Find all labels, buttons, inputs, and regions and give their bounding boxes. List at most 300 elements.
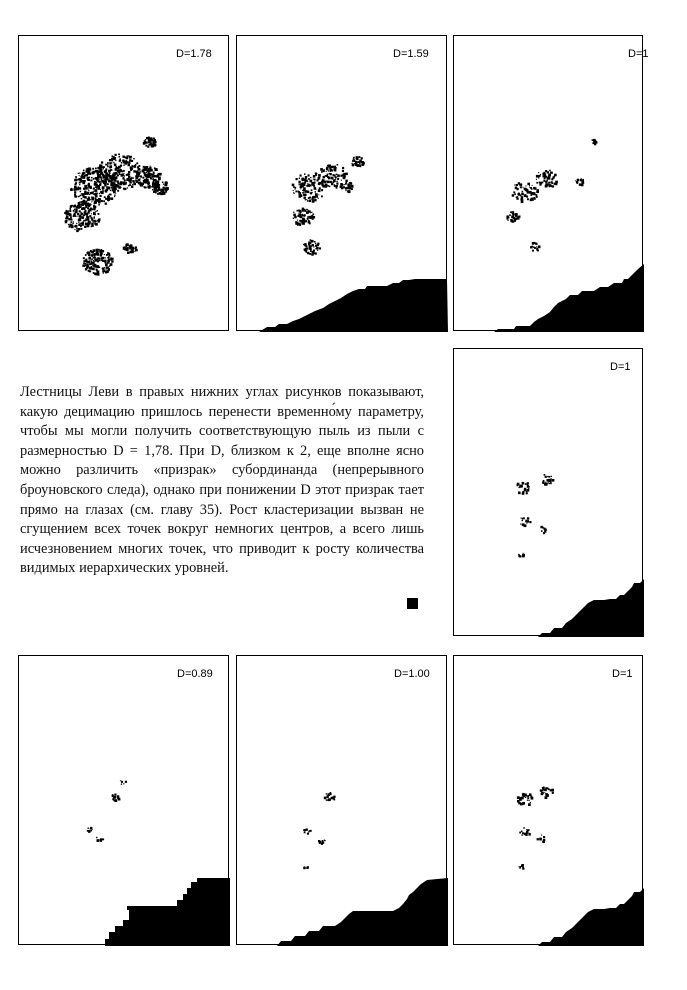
dust-point <box>541 530 543 532</box>
dust-point <box>313 196 316 199</box>
dust-point <box>87 251 88 252</box>
dust-point <box>76 177 77 178</box>
dust-point <box>123 160 126 163</box>
dust-point <box>120 780 121 781</box>
dust-point <box>341 187 343 189</box>
dust-point <box>512 194 515 197</box>
dust-point <box>153 173 154 174</box>
dust-point <box>143 166 145 168</box>
dust-point <box>128 178 130 180</box>
dust-point <box>129 184 131 186</box>
dust-point <box>542 841 543 842</box>
dust-point <box>321 172 322 173</box>
dust-point <box>145 180 146 181</box>
dust-point <box>120 160 121 161</box>
dust-point <box>119 156 121 158</box>
dust-point <box>326 168 328 170</box>
dust-point <box>77 206 78 207</box>
dust-point <box>514 184 515 185</box>
dust-point <box>104 254 105 255</box>
dust-point <box>75 208 77 210</box>
dust-point <box>353 158 355 160</box>
dust-point <box>156 185 158 187</box>
dust-point <box>151 143 153 145</box>
dust-point <box>293 186 295 188</box>
dust-point <box>114 164 117 167</box>
dust-point <box>308 197 310 199</box>
dust-point <box>78 179 80 181</box>
dust-point <box>552 182 554 184</box>
dust-point <box>303 218 305 220</box>
dust-point <box>159 173 161 175</box>
dust-point <box>313 175 316 178</box>
dust-point <box>105 271 108 274</box>
dust-point <box>295 191 297 193</box>
dust-point <box>518 555 520 557</box>
dust-point <box>94 261 95 262</box>
dust-point <box>293 218 294 219</box>
dust-point <box>107 162 109 164</box>
dust-point <box>95 177 98 180</box>
dust-point <box>542 182 544 184</box>
dust-point <box>575 180 576 181</box>
dust-point <box>105 170 107 172</box>
dust-point <box>318 189 321 192</box>
dust-point <box>526 492 528 494</box>
dust-point <box>342 174 345 177</box>
dust-point <box>96 184 97 185</box>
dust-point <box>69 214 72 217</box>
dust-point <box>333 166 336 169</box>
dust-point <box>510 219 512 221</box>
dust-point <box>131 160 133 162</box>
dust-point <box>305 209 306 210</box>
dust-point <box>516 198 518 200</box>
dust-point <box>88 197 90 199</box>
dust-point <box>108 262 110 264</box>
dust-point <box>517 796 520 799</box>
dust-point <box>113 175 115 177</box>
dust-point <box>310 250 312 252</box>
dust-point <box>332 184 333 185</box>
dust-point <box>73 210 75 212</box>
dust-point <box>108 257 110 259</box>
dust-point <box>313 213 315 215</box>
dust-point <box>109 159 111 161</box>
dust-point <box>79 175 80 176</box>
dust-point <box>115 190 116 191</box>
dust-point <box>102 166 104 168</box>
dust-point <box>111 169 113 171</box>
dust-point <box>577 183 578 184</box>
dust-point <box>86 216 88 218</box>
dust-point <box>109 265 111 267</box>
dust-point <box>165 188 168 191</box>
dust-point <box>294 188 295 189</box>
dust-point <box>123 783 124 784</box>
dust-point <box>95 195 97 197</box>
dust-point <box>520 524 521 525</box>
dust-point <box>87 179 89 181</box>
dust-point <box>541 835 542 836</box>
dust-point <box>81 217 82 218</box>
dust-point <box>308 241 311 244</box>
dust-point <box>543 532 545 534</box>
dust-point <box>118 168 119 169</box>
dust-point <box>105 263 108 266</box>
dust-point <box>331 797 334 800</box>
dust-point <box>79 184 80 185</box>
dust-point <box>93 253 94 254</box>
figure-panel-d-1-00 <box>236 655 447 945</box>
dust-point <box>512 213 514 215</box>
dust-point <box>300 212 301 213</box>
dust-point <box>582 183 583 184</box>
dust-point <box>298 213 301 216</box>
dust-point <box>306 251 308 253</box>
dust-point <box>103 200 105 202</box>
dust-point <box>309 248 311 250</box>
dust-point <box>299 220 301 222</box>
dust-point <box>528 800 529 801</box>
dust-point <box>128 164 129 165</box>
dust-point <box>296 178 298 180</box>
dust-point <box>527 517 529 519</box>
dust-point <box>108 170 111 173</box>
dust-point <box>335 179 336 180</box>
dust-point <box>359 163 360 164</box>
end-of-caption-mark <box>407 598 418 609</box>
dust-point <box>322 840 324 842</box>
dust-point <box>153 186 154 187</box>
dust-point <box>78 219 81 222</box>
dust-point <box>90 180 92 182</box>
dust-point <box>117 170 119 172</box>
dust-point <box>527 489 530 492</box>
dust-point <box>99 193 100 194</box>
dust-point <box>314 179 316 181</box>
dust-point <box>309 253 311 255</box>
dust-point <box>121 162 123 164</box>
dust-point <box>154 187 157 190</box>
dust-point <box>307 252 310 255</box>
dust-point <box>537 250 539 252</box>
dust-point <box>540 526 543 529</box>
dust-point <box>99 267 100 268</box>
dust-point <box>127 247 129 249</box>
dust-point <box>97 200 99 202</box>
dust-point <box>132 247 135 250</box>
dust-point <box>89 261 90 262</box>
dimension-label: D=0.89 <box>177 668 213 680</box>
dust-point <box>99 166 101 168</box>
dust-point <box>103 273 104 274</box>
dust-point <box>527 795 529 797</box>
dust-point <box>319 247 321 249</box>
dust-point <box>514 193 516 195</box>
dust-point <box>523 802 526 805</box>
dust-point <box>133 170 135 172</box>
dust-point <box>94 216 95 217</box>
dust-point <box>526 523 527 524</box>
dust-point <box>122 173 124 175</box>
dust-point <box>326 175 328 177</box>
dust-point <box>96 249 99 252</box>
dust-point <box>334 185 336 187</box>
dust-point <box>305 221 307 223</box>
dust-point <box>66 210 67 211</box>
dust-point <box>521 831 523 833</box>
dust-point <box>81 194 82 195</box>
dust-point <box>89 263 91 265</box>
dust-point <box>536 175 539 178</box>
dust-point <box>318 840 320 842</box>
dust-point <box>92 172 95 175</box>
dust-point <box>72 223 73 224</box>
dust-point <box>139 174 140 175</box>
dust-point <box>78 202 79 203</box>
dust-point <box>327 181 328 182</box>
dust-point <box>105 203 107 205</box>
dust-point <box>107 187 109 189</box>
dust-point <box>311 192 312 193</box>
dust-point <box>522 518 524 520</box>
dust-point <box>99 174 100 175</box>
dust-point <box>333 169 334 170</box>
dust-point <box>103 182 105 184</box>
dust-point <box>536 182 538 184</box>
dust-point <box>510 211 512 213</box>
dust-point <box>95 193 97 195</box>
dust-point <box>154 168 157 171</box>
dust-point <box>98 218 100 220</box>
dust-point <box>532 250 534 252</box>
dust-point <box>107 260 110 263</box>
dust-point <box>143 142 146 145</box>
dust-point <box>136 176 137 177</box>
dust-point <box>135 250 136 251</box>
dust-point <box>117 797 119 799</box>
dust-point <box>74 184 76 186</box>
dust-point <box>519 487 520 488</box>
dust-point <box>80 228 82 230</box>
dust-point <box>86 203 88 205</box>
dust-point <box>96 837 97 838</box>
dust-point <box>520 186 522 188</box>
dust-point <box>523 553 524 554</box>
dust-point <box>137 171 138 172</box>
dust-point <box>518 554 520 556</box>
dust-point <box>75 179 77 181</box>
dust-point <box>326 171 327 172</box>
dust-point <box>85 218 88 221</box>
dimension-label: D=1.00 <box>394 668 430 680</box>
dimension-label: D=1.78 <box>176 48 212 60</box>
dust-point <box>154 139 156 141</box>
dust-point <box>127 252 130 255</box>
dust-point <box>537 189 539 191</box>
dust-point <box>524 524 527 527</box>
dust-point <box>158 184 160 186</box>
dust-plot <box>237 656 448 946</box>
dust-point <box>298 210 300 212</box>
dust-point <box>315 188 316 189</box>
dust-point <box>107 179 109 181</box>
dust-point <box>98 179 99 180</box>
dust-point <box>90 199 91 200</box>
dust-point <box>304 182 306 184</box>
dust-point <box>107 266 110 269</box>
dust-point <box>143 180 145 182</box>
dust-point <box>328 177 331 180</box>
dust-point <box>307 200 309 202</box>
dust-point <box>150 137 153 140</box>
dust-point <box>310 217 312 219</box>
dust-point <box>330 173 332 175</box>
dust-point <box>316 173 317 174</box>
dust-point <box>80 191 82 193</box>
dust-point <box>302 192 303 193</box>
dust-point <box>592 139 594 141</box>
dust-point <box>135 249 136 250</box>
dust-point <box>301 214 303 216</box>
dust-point <box>85 170 88 173</box>
dust-point <box>88 253 90 255</box>
dust-point <box>302 208 305 211</box>
dust-point <box>549 170 551 172</box>
dust-point <box>121 784 122 785</box>
dust-point <box>92 265 93 266</box>
dust-point <box>90 204 91 205</box>
dust-point <box>123 188 124 189</box>
dust-point <box>547 482 548 483</box>
dust-point <box>121 781 122 782</box>
dust-point <box>306 185 308 187</box>
dust-point <box>552 792 554 794</box>
dust-point <box>517 188 519 190</box>
dust-point <box>101 180 103 182</box>
dust-point <box>91 177 93 179</box>
dust-point <box>310 177 311 178</box>
dust-point <box>79 187 82 190</box>
dust-point <box>77 216 78 217</box>
dust-point <box>110 178 112 180</box>
dust-point <box>332 174 334 176</box>
dust-point <box>522 798 524 800</box>
dust-point <box>151 186 152 187</box>
dust-point <box>82 182 85 185</box>
dust-point <box>304 197 305 198</box>
dust-point <box>101 250 103 252</box>
dust-point <box>311 189 313 191</box>
dust-point <box>293 212 294 213</box>
dust-point <box>519 867 520 868</box>
dust-point <box>530 192 532 194</box>
dust-point <box>303 189 306 192</box>
dust-point <box>544 172 546 174</box>
dust-point <box>522 492 525 495</box>
dust-point <box>551 478 552 479</box>
dust-point <box>85 263 87 265</box>
dust-point <box>148 184 150 186</box>
dust-point <box>139 178 140 179</box>
dust-point <box>118 169 119 170</box>
dust-point <box>96 260 97 261</box>
dust-point <box>86 169 87 170</box>
dust-point <box>74 229 75 230</box>
dust-point <box>359 164 361 166</box>
dimension-label: D=1 <box>610 361 631 373</box>
dust-point <box>542 787 545 790</box>
dust-point <box>74 186 76 188</box>
dust-point <box>517 196 518 197</box>
dust-point <box>303 183 306 186</box>
dust-point <box>529 486 530 487</box>
dust-point <box>527 797 529 799</box>
dust-point <box>103 187 104 188</box>
dust-point <box>91 255 93 257</box>
dust-point <box>522 482 525 485</box>
dust-point <box>324 797 327 800</box>
dust-point <box>145 168 148 171</box>
dust-point <box>83 215 84 216</box>
dust-point <box>349 182 350 183</box>
dust-point <box>146 141 148 143</box>
dust-point <box>335 168 336 169</box>
dust-point <box>305 245 307 247</box>
dust-point <box>147 179 149 181</box>
dust-point <box>91 259 93 261</box>
dust-point <box>522 555 523 556</box>
dust-point <box>99 181 101 183</box>
dust-point <box>88 190 89 191</box>
dust-point <box>98 204 100 206</box>
dust-point <box>91 219 93 221</box>
dust-point <box>103 176 105 178</box>
dust-point <box>309 200 312 203</box>
dust-point <box>92 221 93 222</box>
dust-point <box>529 793 532 796</box>
dust-point <box>346 187 348 189</box>
dust-point <box>539 838 542 841</box>
dust-point <box>539 182 541 184</box>
dust-point <box>310 212 311 213</box>
dust-point <box>299 224 301 226</box>
dust-point <box>117 183 119 185</box>
dust-point <box>527 198 529 200</box>
figure-panel-d-1-78 <box>18 35 229 331</box>
dust-point <box>538 177 539 178</box>
dust-point <box>539 184 541 186</box>
dust-point <box>146 176 149 179</box>
dust-point <box>94 255 96 257</box>
dust-point <box>127 187 128 188</box>
dust-point <box>113 182 116 185</box>
dust-point <box>117 180 119 182</box>
dust-point <box>78 207 80 209</box>
dust-point <box>311 212 312 213</box>
dust-point <box>544 474 546 476</box>
dust-point <box>294 193 295 194</box>
dust-point <box>319 187 321 189</box>
dust-point <box>98 213 100 215</box>
dust-point <box>93 257 95 259</box>
dust-point <box>152 189 153 190</box>
dust-point <box>111 158 113 160</box>
dust-point <box>357 164 360 167</box>
dust-point <box>159 192 162 195</box>
dust-point <box>97 260 99 262</box>
